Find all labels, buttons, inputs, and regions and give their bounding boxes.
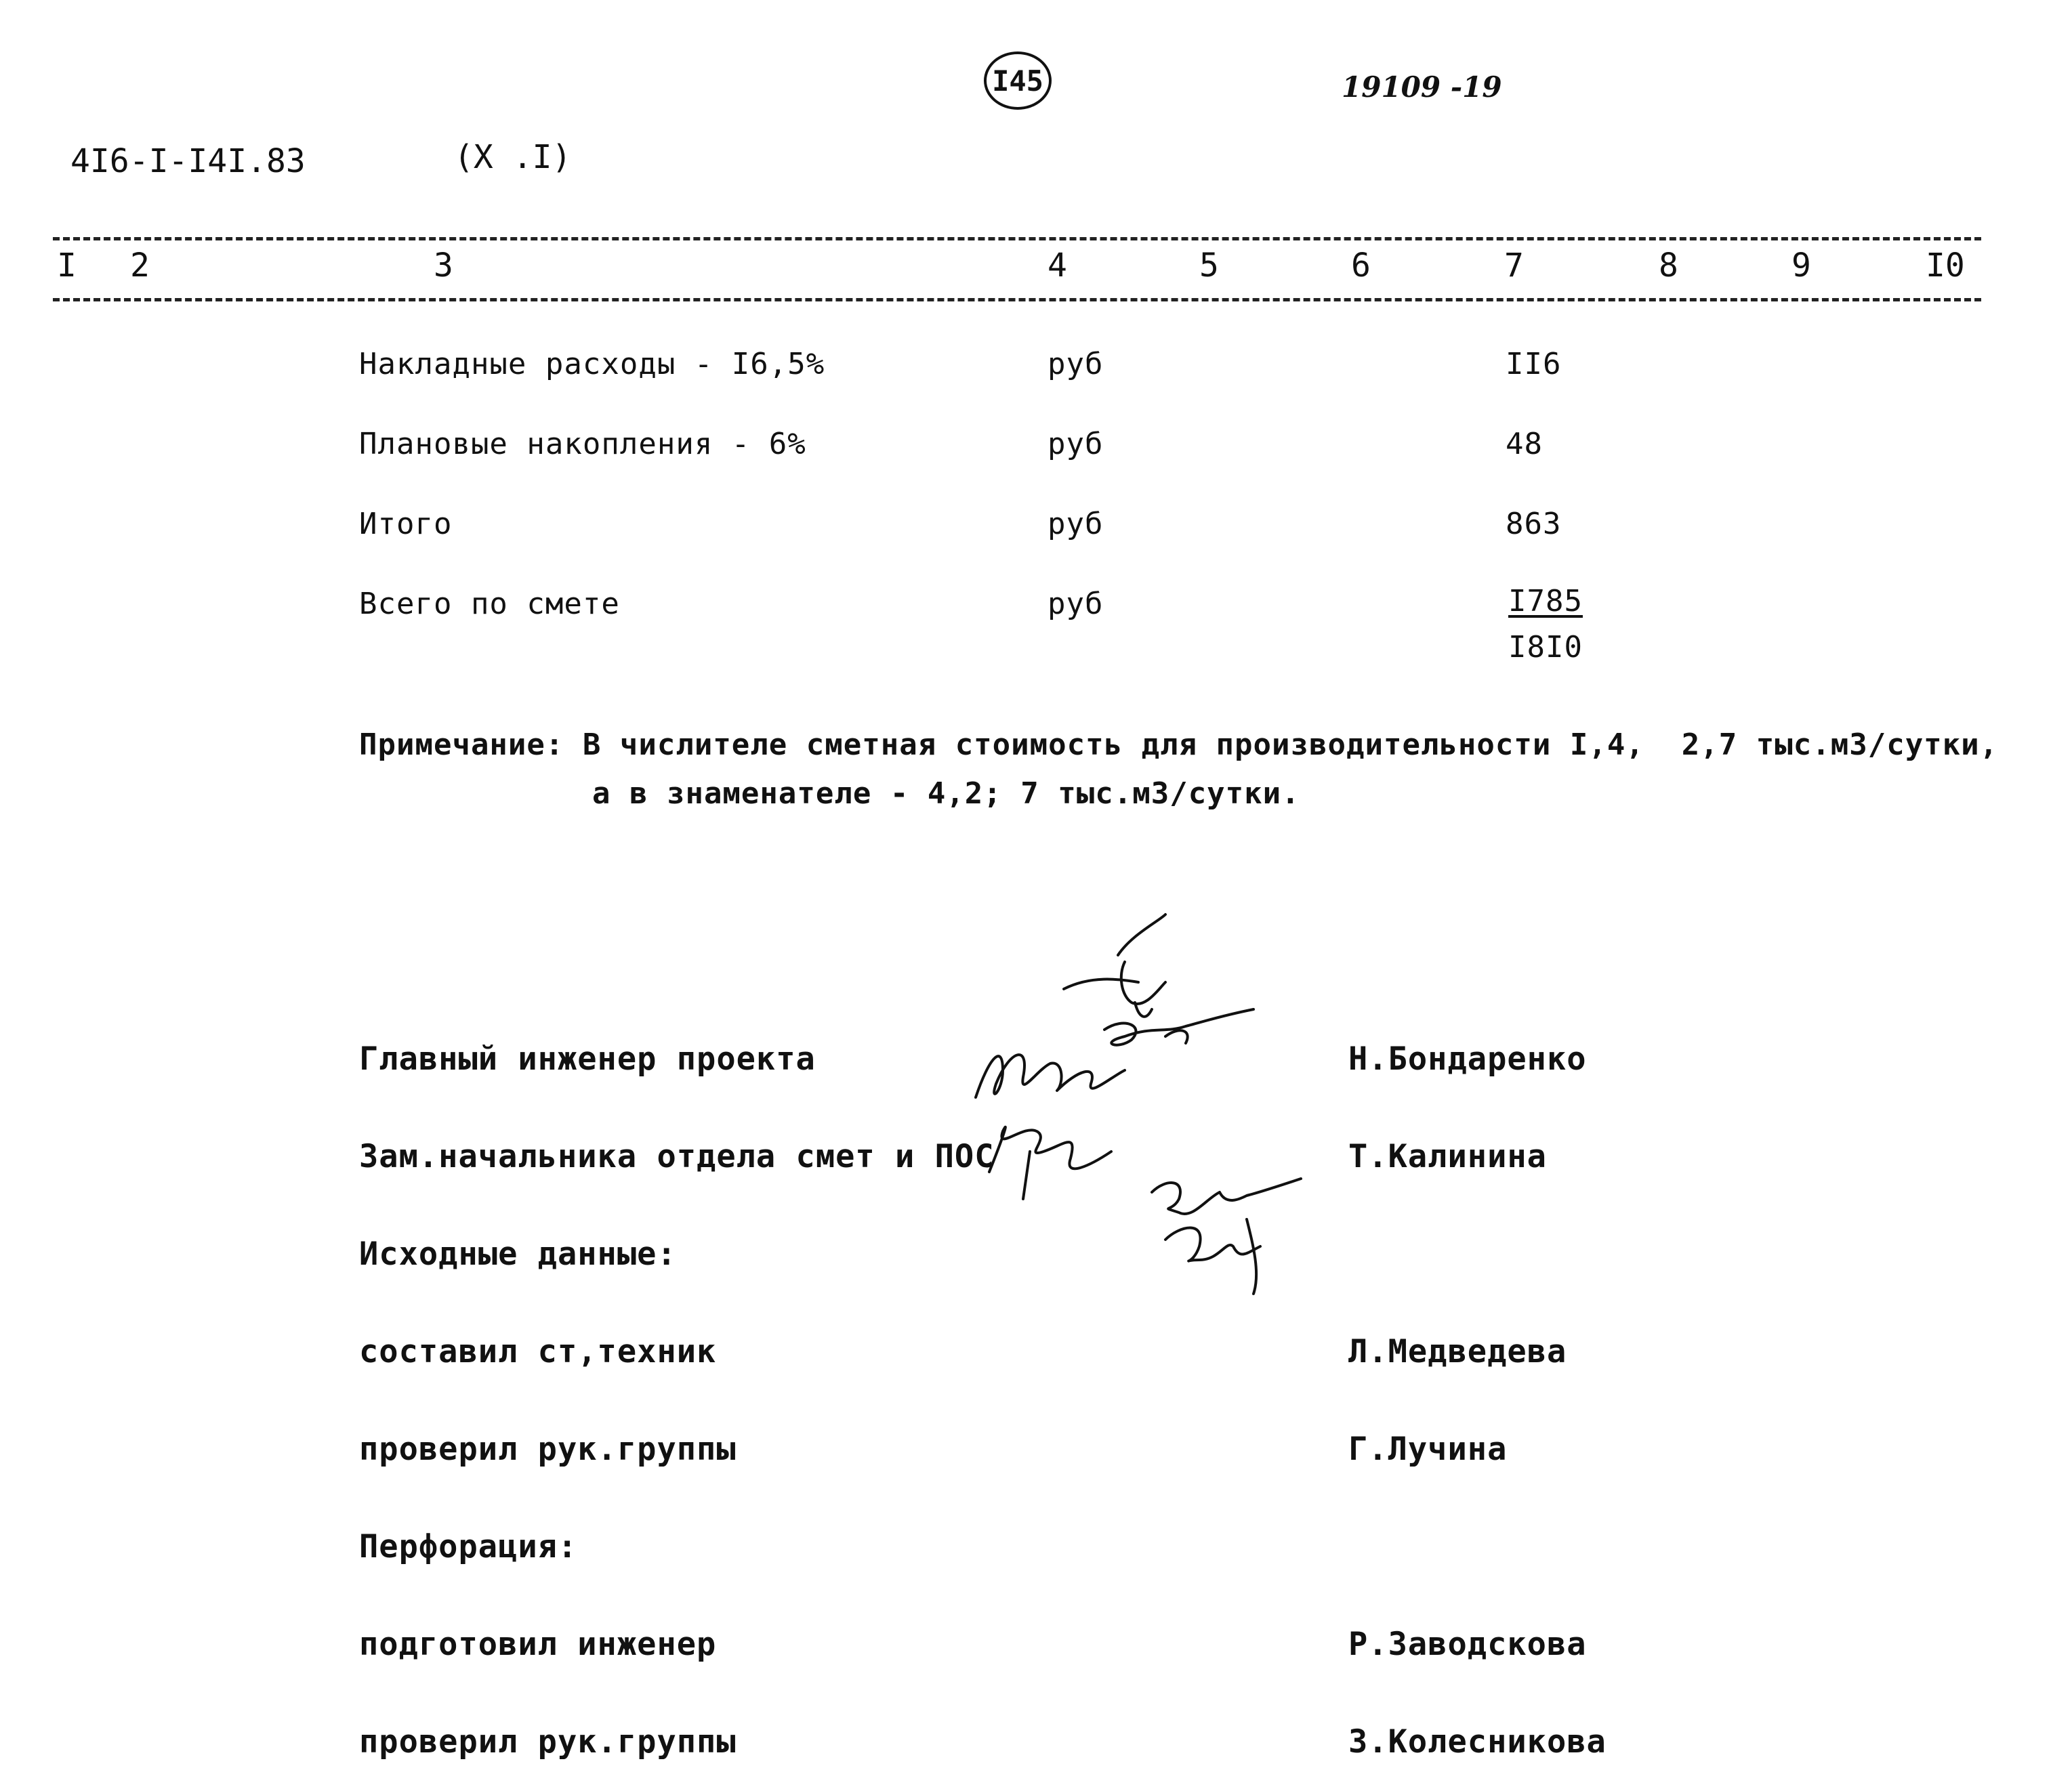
role-line: Главный инженер проекта [359, 1040, 816, 1078]
note-line-1: Примечание: В числителе сметная стоимость для производительности I,4, 2,7 тыс.м3/сутки, [359, 728, 1999, 762]
role-line: Исходные данные: [359, 1236, 677, 1273]
signature-luchina [989, 1127, 1111, 1199]
column-header: 9 [1791, 247, 1811, 285]
row-value-denominator: I8I0 [1508, 630, 1583, 665]
archive-number: 19109 -19 [1342, 70, 1502, 104]
column-header: 7 [1504, 247, 1524, 285]
row-value: 48 [1506, 427, 1543, 461]
column-header: 5 [1199, 247, 1219, 285]
name-line [1348, 1238, 1607, 1271]
document-code: 4I6-I-I4I.83 [70, 142, 306, 180]
column-header: 2 [130, 247, 150, 285]
row-value: II6 [1506, 347, 1562, 381]
header-rule-top [53, 237, 1981, 240]
signature-medvedeva [976, 1055, 1125, 1097]
role-line: Зам.начальника отдела смет и ПОС [359, 1138, 995, 1175]
column-header: 8 [1659, 247, 1678, 285]
column-header: 4 [1048, 247, 1067, 285]
name-line: Т.Калинина [1348, 1138, 1547, 1175]
name-line [1348, 1531, 1607, 1563]
signature-zavodskova [1152, 1179, 1301, 1214]
row-unit: руб [1048, 587, 1104, 621]
column-header: I0 [1926, 247, 1965, 285]
signature-kalinina [1104, 1009, 1253, 1045]
row-value-numerator: I785 [1508, 584, 1583, 618]
role-line: составил ст,техник [359, 1333, 717, 1370]
row-unit: руб [1048, 347, 1104, 381]
row-name: Плановые накопления - 6% [359, 427, 806, 461]
header-rule-bottom [53, 298, 1981, 301]
row-name: Всего по смете [359, 587, 620, 621]
name-line: З.Колесникова [1348, 1723, 1607, 1761]
signature-roles [359, 978, 994, 1791]
row-unit: руб [1048, 427, 1104, 461]
column-header: I [57, 247, 77, 285]
row-name: Итого [359, 507, 453, 541]
role-line: Перфорация: [359, 1528, 578, 1565]
handwritten-signatures [962, 908, 1314, 1301]
role-line: проверил рук.группы [359, 1723, 737, 1761]
row-name: Накладные расходы - I6,5% [359, 347, 825, 381]
row-unit: руб [1048, 507, 1104, 541]
name-line: Г.Лучина [1348, 1431, 1508, 1468]
signature-bondarenko [1064, 914, 1165, 1017]
note-line-2: а в знаменателе - 4,2; 7 тыс.м3/сутки. [592, 776, 1300, 811]
name-line: Р.Заводскова [1348, 1626, 1587, 1663]
column-header: 3 [434, 247, 453, 285]
name-line: Л.Медведева [1348, 1333, 1567, 1370]
row-value: 863 [1506, 507, 1562, 541]
name-line: Н.Бондаренко [1348, 1040, 1587, 1078]
page-number: I45 [984, 51, 1052, 110]
column-header: 6 [1351, 247, 1371, 285]
section-code: (X .I) [454, 138, 572, 176]
signature-names [1348, 978, 1607, 1791]
signature-kolesnikova [1165, 1219, 1260, 1294]
role-line: подготовил инженер [359, 1626, 717, 1663]
role-line: проверил рук.группы [359, 1431, 737, 1468]
